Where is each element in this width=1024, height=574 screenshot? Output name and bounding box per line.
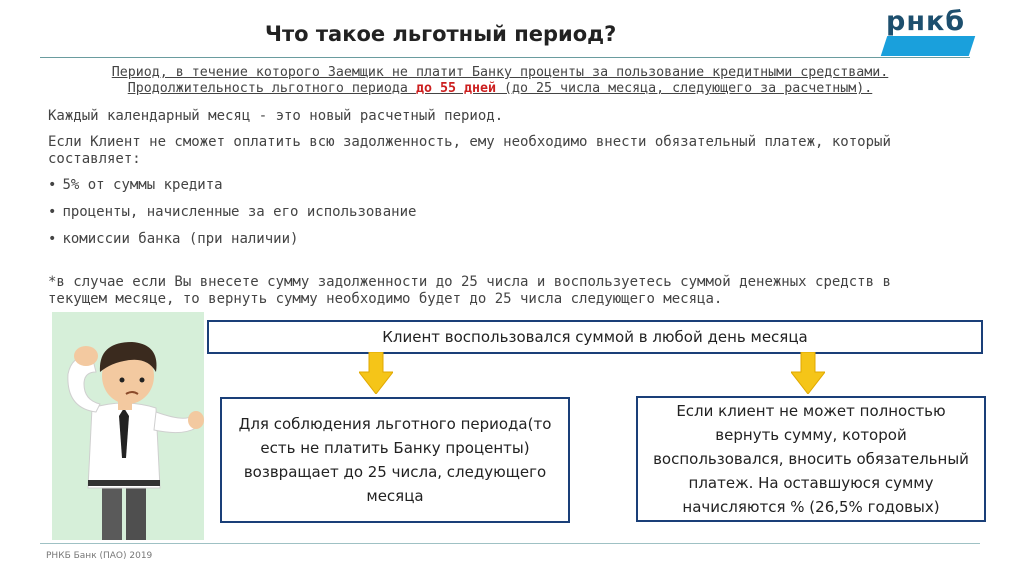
arrow-down-icon bbox=[359, 352, 393, 394]
flow-left-box bbox=[220, 397, 570, 523]
billing-period-text: Каждый календарный месяц - это новый расчетный период. bbox=[48, 108, 504, 124]
definition-line-1: Период, в течение которого Заемщик не платит Банку проценты за пользование кредитными средствами. bbox=[111, 65, 889, 80]
flow-top-box: Клиент воспользовался суммой в любой день месяца bbox=[207, 320, 983, 354]
footnote bbox=[48, 274, 948, 308]
flow-right-text: Если клиент не может полностью вернуть сумму, которой воспользовался, вносить обязательный платеж. На оставшуюся сумму начисляются % (26,5% годовых) bbox=[653, 402, 969, 516]
flow-right-box bbox=[636, 396, 986, 522]
bullet-item: • проценты, начисленные за его использование bbox=[48, 204, 417, 220]
definition-line-2-post: (до 25 числа месяца, следующего за расчетным). bbox=[496, 81, 873, 96]
bullet-text: проценты, начисленные за его использование bbox=[62, 204, 417, 220]
title-divider bbox=[40, 57, 970, 58]
arrow-down-icon bbox=[791, 352, 825, 394]
mandatory-payment-line-2: составляет: bbox=[48, 151, 141, 167]
logo-stripe bbox=[881, 36, 975, 56]
footer-copyright: РНКБ Банк (ПАО) 2019 bbox=[46, 551, 153, 561]
footnote-line-1: *в случае если Вы внесете сумму задолженности до 25 числа и воспользуетесь суммой денежных средств в bbox=[48, 274, 891, 290]
definition-line-2 bbox=[60, 81, 940, 97]
bank-logo bbox=[878, 8, 974, 58]
bullet-item: • комиссии банка (при наличии) bbox=[48, 231, 299, 247]
grace-period-highlight: до 55 дней bbox=[415, 81, 496, 96]
bullet-item: • 5% от суммы кредита bbox=[48, 177, 223, 193]
bullet-text: 5% от суммы кредита bbox=[62, 177, 223, 193]
mandatory-payment-text bbox=[48, 134, 891, 168]
footnote-line-2: текущем месяце, то вернуть сумму необходимо будет до 25 числа следующего месяца. bbox=[48, 291, 723, 307]
mandatory-payment-line-1: Если Клиент не сможет оплатить всю задолженность, ему необходимо внести обязательный платеж, который bbox=[48, 134, 891, 150]
logo-text: рнкб bbox=[886, 6, 966, 37]
confused-man-illustration bbox=[52, 312, 204, 540]
bullet-text: комиссии банка (при наличии) bbox=[62, 231, 299, 247]
page-title: Что такое льготный период? bbox=[265, 22, 617, 46]
footer-divider bbox=[40, 543, 980, 544]
definition-line-2-pre: Продолжительность льготного периода bbox=[127, 81, 416, 96]
flow-left-text: Для соблюдения льготного периода(то есть не платить Банку проценты) возвращает до 25 числа, следующего месяца bbox=[238, 415, 552, 505]
definition-block bbox=[60, 65, 940, 97]
man-illustration-svg bbox=[52, 312, 204, 540]
